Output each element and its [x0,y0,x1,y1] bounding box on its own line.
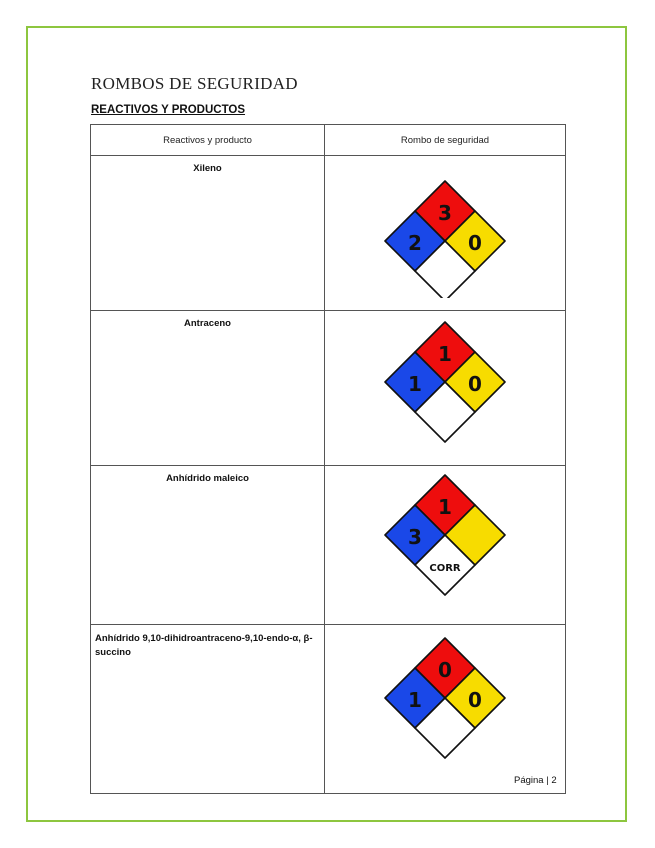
reactivity-rating: 0 [468,372,482,396]
table-row [91,311,566,466]
table-row [91,156,566,311]
nfpa-diamond-cell [325,625,566,794]
column-header-diamond: Rombo de seguridad [325,125,566,156]
nfpa-diamond-cell [325,156,566,311]
reagent-name: Anhídrido 9,10-dihidroantraceno-9,10-endo-α, β-succino [91,625,325,794]
nfpa-diamond [380,633,510,763]
nfpa-diamond-cell [325,311,566,466]
nfpa-diamond [380,470,510,600]
table-row [91,625,566,794]
special-rating: CORR [429,563,461,574]
hazard-table [90,124,566,794]
health-rating: 3 [408,525,422,549]
column-header-reagent: Reactivos y producto [91,125,325,156]
reagent-name: Antraceno [91,311,325,466]
nfpa-diamond [380,317,510,447]
flammability-rating: 0 [438,658,452,682]
section-heading: REACTIVOS Y PRODUCTOS [91,104,246,116]
reactivity-rating: 0 [468,231,482,255]
nfpa-diamond [380,176,510,306]
line-gap [382,298,504,304]
reactivity-rating: 0 [468,688,482,712]
flammability-rating: 1 [438,342,452,366]
table-header-row [91,125,566,156]
reagent-name: Xileno [91,156,325,311]
flammability-rating: 3 [438,201,452,225]
flammability-rating: 1 [438,495,452,519]
nfpa-diamond-cell [325,466,566,625]
health-rating: 2 [408,231,422,255]
health-rating: 1 [408,688,422,712]
table-row [91,466,566,625]
reagent-name: Anhídrido maleico [91,466,325,625]
page-title: ROMBOS DE SEGURIDAD [91,74,298,93]
page-number: Página | 2 [514,775,557,786]
health-rating: 1 [408,372,422,396]
